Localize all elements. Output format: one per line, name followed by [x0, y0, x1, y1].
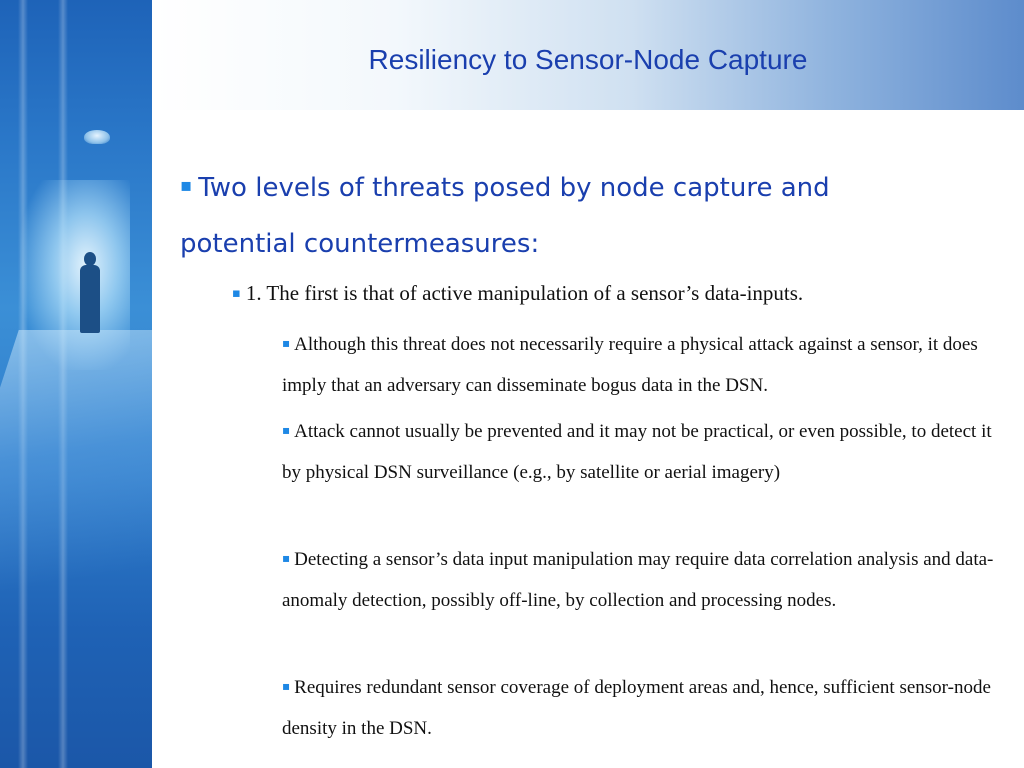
bullet-icon: ▪: [232, 286, 241, 301]
bullet-level3-text: Attack cannot usually be prevented and it may not be practical, or even possible, to detect it by physical DSN surveillance (e.g., by satellite or aerial imagery): [282, 421, 992, 483]
bullet-icon: ▪: [282, 551, 291, 565]
bullet-level1-text: Two levels of threats posed by node capture and potential countermeasures:: [180, 173, 830, 259]
bullet-icon: ▪: [282, 336, 291, 350]
bullet-icon: ▪: [180, 175, 193, 196]
bullet-level3-text: Although this threat does not necessarily require a physical attack against a sensor, it does imply that an adversary can disseminate bogus data in the DSN.: [282, 334, 978, 396]
bullet-icon: ▪: [282, 423, 291, 437]
bullet-level2: [232, 277, 1012, 310]
bullet-level2-text: 1. The first is that of active manipulation of a sensor’s data-inputs.: [245, 281, 804, 305]
bullet-level1: [180, 158, 940, 272]
bullet-level3-4: [282, 666, 1007, 749]
bullet-level3-1: [282, 323, 1007, 406]
bullet-level3-text: Detecting a sensor’s data input manipulation may require data correlation analysis and data-anomaly detection, possibly off-line, by collection and processing nodes.: [282, 549, 994, 611]
bullet-icon: ▪: [282, 679, 291, 693]
bullet-level3-text: Requires redundant sensor coverage of deployment areas and, hence, sufficient sensor-node density in the DSN.: [282, 677, 991, 739]
bullet-level3-3: [282, 538, 1007, 621]
bullet-level3-2: [282, 410, 1007, 493]
slide-title: Resiliency to Sensor-Node Capture: [368, 44, 808, 75]
